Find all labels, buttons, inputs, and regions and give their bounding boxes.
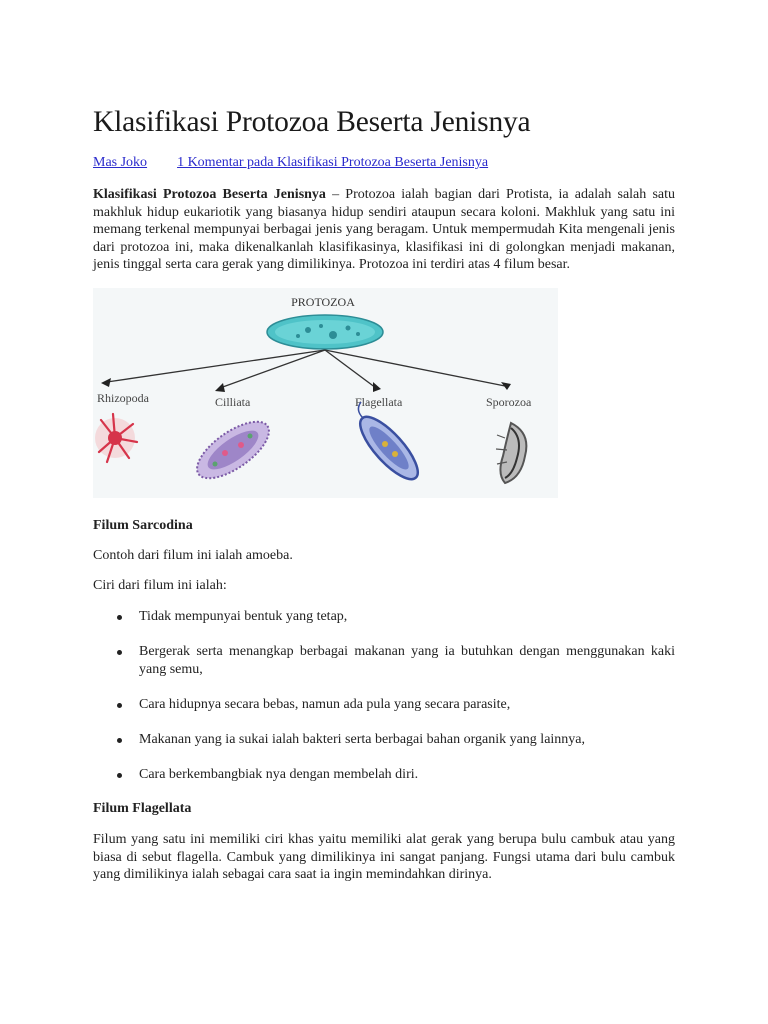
list-item: Tidak mempunyai bentuk yang tetap,: [139, 608, 675, 626]
list-item: Bergerak serta menangkap berbagai makanan yang ia butuhkan dengan menggunakan kaki yang semu,: [139, 644, 675, 678]
flagellata-paragraph: Filum yang satu ini memiliki ciri khas yaitu memiliki alat gerak yang berupa bulu cambuk atau yang biasa di sebut flagella. Cambuk yang dimilikinya ini sangat panjang. Fungsi utama dari bulu cambuk yang dimilikinya ialah sebagai cara saat ia ingin memindahkan dirinya.: [93, 832, 675, 883]
group-label-sporozoa: Sporozoa: [486, 394, 532, 409]
group-label-flagellata: Flagellata: [355, 394, 403, 409]
post-meta: [93, 154, 675, 172]
list-item: Cara berkembangbiak nya dengan membelah diri.: [139, 766, 675, 784]
group-label-cilliata: Cilliata: [215, 394, 251, 409]
list-item: Makanan yang ia sukai ialah bakteri serta berbagai bahan organik yang lainnya,: [139, 731, 675, 749]
sarcodina-traits-intro: Ciri dari filum ini ialah:: [93, 577, 227, 593]
group-label-rhizopoda: Rhizopoda: [97, 390, 149, 405]
sarcodina-example: Contoh dari filum ini ialah amoeba.: [93, 547, 293, 563]
protozoa-cell-icon: [267, 315, 383, 349]
intro-paragraph: [93, 186, 675, 274]
comments-link[interactable]: 1 Komentar pada Klasifikasi Protozoa Beserta Jenisnya: [177, 155, 489, 170]
intro-text: – Protozoa ialah bagian dari Protista, ia adalah salah satu makhluk hidup eukariotik yang biasanya hidup sendiri ataupun secara koloni. Makhluk yang satu ini memang terkenal mempunyai berbagai jenis yang beragam. Untuk mempermudah Kita mengenali jenis dari protozoa ini, maka dikenalkanlah klasifikasinya, klasifikasi ini di golongkan menjadi makanan, jenis tinggal serta cara gerak yang dimilikinya. Protozoa ini terdiri atas 4 filum besar.: [93, 187, 675, 273]
author-link[interactable]: Mas Joko: [93, 155, 148, 170]
diagram-root-label: PROTOZOA: [291, 294, 355, 309]
section-heading-sarcodina: Filum Sarcodina: [93, 517, 193, 533]
section-heading-flagellata: Filum Flagellata: [93, 801, 192, 817]
list-item: Cara hidupnya secara bebas, namun ada pula yang secara parasite,: [139, 696, 675, 714]
page-title: Klasifikasi Protozoa Beserta Jenisnya: [93, 106, 531, 138]
sarcodina-traits-list: [93, 608, 675, 784]
protozoa-classification-diagram: [93, 288, 558, 498]
intro-lead: Klasifikasi Protozoa Beserta Jenisnya: [93, 187, 326, 202]
